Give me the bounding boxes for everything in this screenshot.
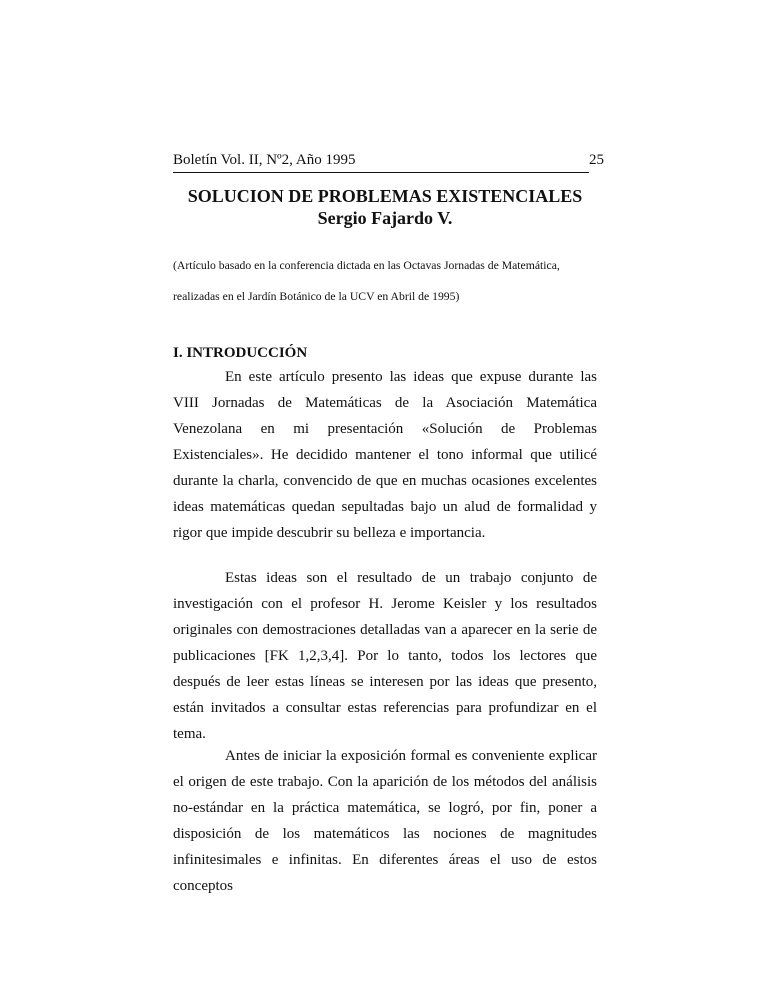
page-number: 25: [589, 152, 604, 168]
article-note-line-2: realizadas en el Jardín Botánico de la UCV en Abril de 1995): [173, 290, 460, 303]
header-rule: [173, 172, 589, 173]
article-title: SOLUCION DE PROBLEMAS EXISTENCIALES: [187, 186, 583, 206]
article-author: Sergio Fajardo V.: [317, 208, 453, 228]
running-head: Boletín Vol. II, Nº2, Año 1995: [173, 152, 356, 168]
body-paragraph: Antes de iniciar la exposición formal es conveniente explicar el origen de este trabajo. Con la aparición de los métodos del análisis no-estándar en la práctica matemática, se logró, por fin, poner a disposición de los matemáticos las nociones de magnitudes infinitesimales e infinitas. En diferentes áreas el uso de estos conceptos: [173, 748, 597, 894]
body-paragraph: Estas ideas son el resultado de un trabajo conjunto de investigación con el profesor H. Jerome Keisler y los resultados originales con demostraciones detalladas van a aparecer en la serie de publicaciones [FK 1,2,3,4]. Por lo tanto, todos los lectores que después de leer estas líneas se interesen por las ideas que presento, están invitados a consultar estas referencias para profundizar en el tema.: [173, 570, 597, 742]
article-note-line-1: (Artículo basado en la conferencia dictada en las Octavas Jornadas de Matemática,: [173, 259, 560, 272]
running-header: [173, 151, 604, 173]
body-paragraph: En este artículo presento las ideas que expuse durante las VIII Jornadas de Matemáticas de la Asociación Matemática Venezolana en mi presentación «Solución de Problemas Existenciales». He decidido mantener el tono informal que utilicé durante la charla, convencido de que en muchas ocasiones excelentes ideas matemáticas quedan sepultadas bajo un alud de formalidad y rigor que impide descubrir su belleza e importancia.: [173, 369, 597, 541]
section-heading: I. INTRODUCCIÓN: [173, 345, 308, 361]
